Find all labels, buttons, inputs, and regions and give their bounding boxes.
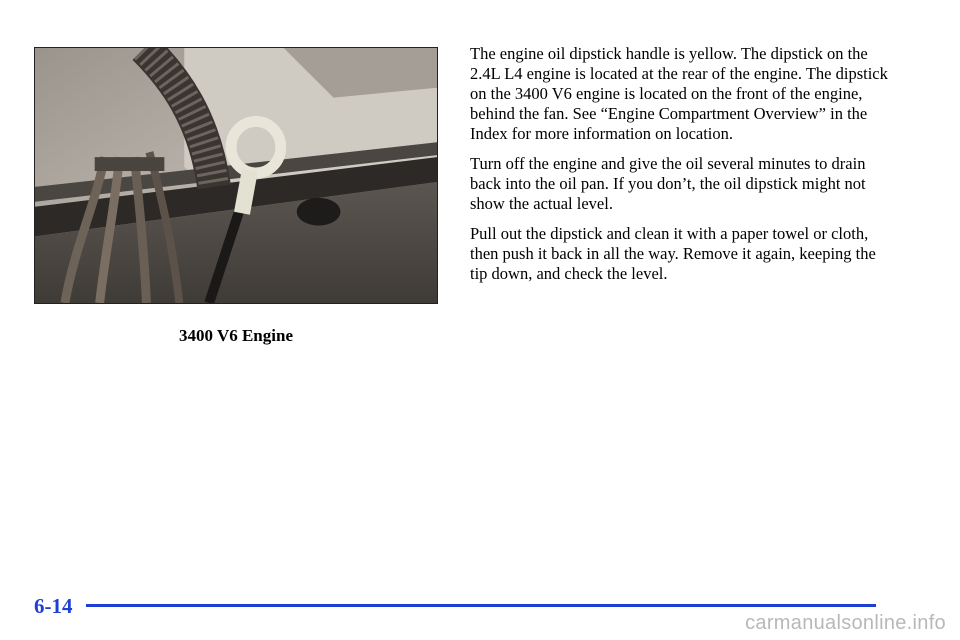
engine-photo: [34, 47, 438, 304]
page-number: 6-14: [34, 594, 73, 618]
paragraph-check-level: Pull out the dipstick and clean it with a paper towel or cloth, then push it back in all the way. Remove it again, keeping the tip down, and check the level.: [470, 224, 876, 283]
footer-rule: [86, 604, 876, 607]
paragraph-dipstick-location: The engine oil dipstick handle is yellow. The dipstick on the 2.4L L4 engine is located at the rear of the engine. The dipstick on the 3400 V6 engine is located on the front of the engine, behind the fan. See “Engine Compartment Overview” in the Index for more information on location.: [470, 44, 888, 143]
figure-caption: 3400 V6 Engine: [179, 326, 293, 345]
body-text: [470, 44, 890, 294]
paragraph-drain-oil: Turn off the engine and give the oil several minutes to drain back into the oil pan. If you don’t, the oil dipstick might not show the actual level.: [470, 154, 866, 213]
watermark: carmanualsonline.info: [745, 612, 946, 634]
engine-dipstick-photo-icon: [35, 48, 437, 303]
